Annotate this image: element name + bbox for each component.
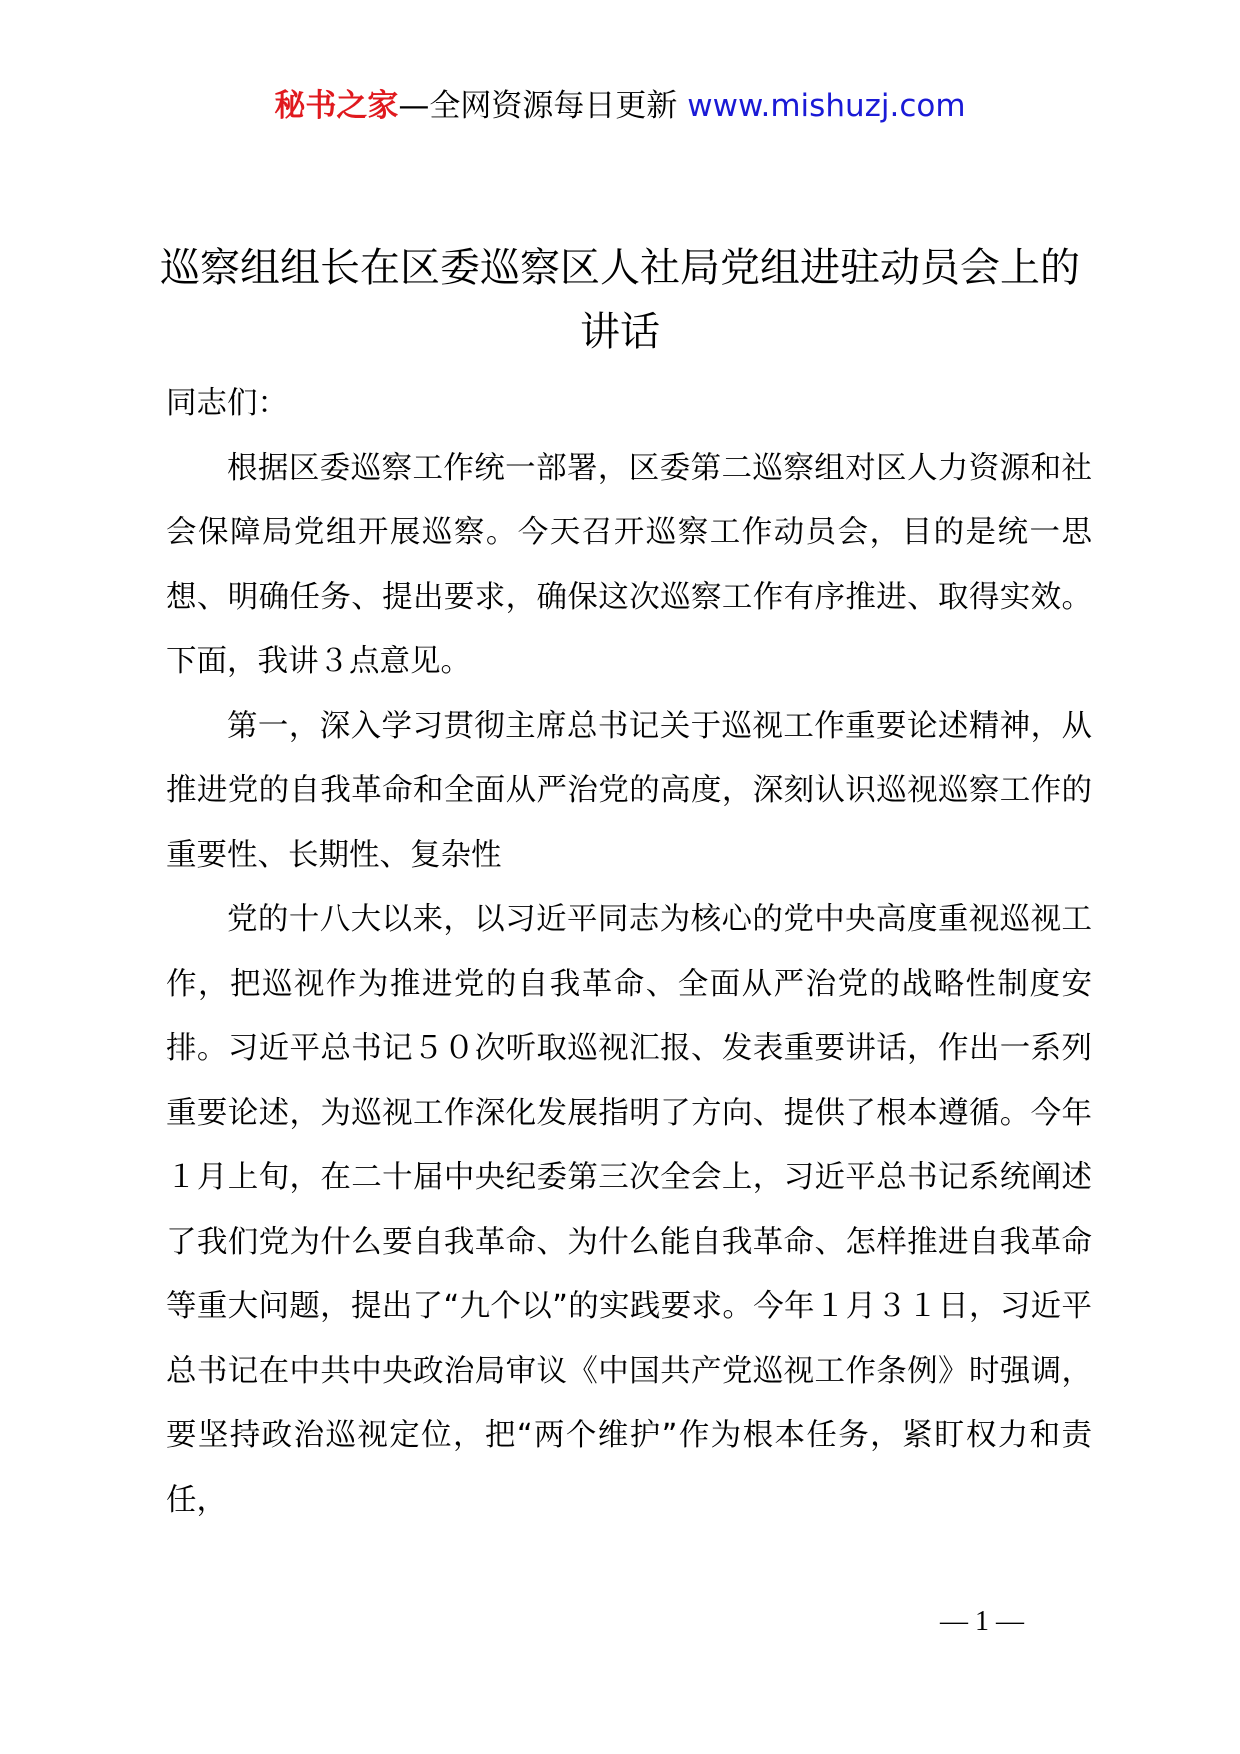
body-paragraph: 根据区委巡察工作统一部署，区委第二巡察组对区人力资源和社会保障局党组开展巡察。今天召开巡察工作动员会，目的是统一思想、明确任务、提出要求，确保这次巡察工作有序推进、取得实效。下面，我讲３点意见。 bbox=[166, 450, 1092, 679]
body-paragraph: 第一，深入学习贯彻主席总书记关于巡视工作重要论述精神，从推进党的自我革命和全面从严治党的高度，深刻认识巡视巡察工作的重要性、长期性、复杂性 bbox=[166, 708, 1092, 873]
document-title: 巡察组组长在区委巡察区人社局党组进驻动员会上的讲话 bbox=[160, 245, 1080, 355]
site-slogan: —全网资源每日更新 bbox=[398, 88, 688, 124]
site-banner bbox=[0, 88, 1240, 125]
greeting: 同志们： bbox=[166, 386, 288, 421]
site-url-link[interactable]: www.mishuzj.com bbox=[687, 88, 966, 124]
body-paragraph: 党的十八大以来，以习近平同志为核心的党中央高度重视巡视工作，把巡视作为推进党的自我革命、全面从严治党的战略性制度安排。习近平总书记５０次听取巡视汇报、发表重要讲话，作出一系列重要论述，为巡视工作深化发展指明了方向、提供了根本遵循。今年１月上旬，在二十届中央纪委第三次全会上，习近平总书记系统阐述了我们党为什么要自我革命、为什么能自我革命、怎样推进自我革命等重大问题，提出了“九个以”的实践要求。今年１月３１日，习近平总书记在中共中央政治局审议《中国共产党巡视工作条例》时强调，要坚持政治巡视定位，把“两个维护”作为根本任务，紧盯权力和责任， bbox=[166, 902, 1092, 1518]
site-brand: 秘书之家 bbox=[274, 88, 399, 124]
page-number: — 1 — bbox=[940, 1606, 1024, 1637]
document-body bbox=[166, 372, 1092, 1533]
